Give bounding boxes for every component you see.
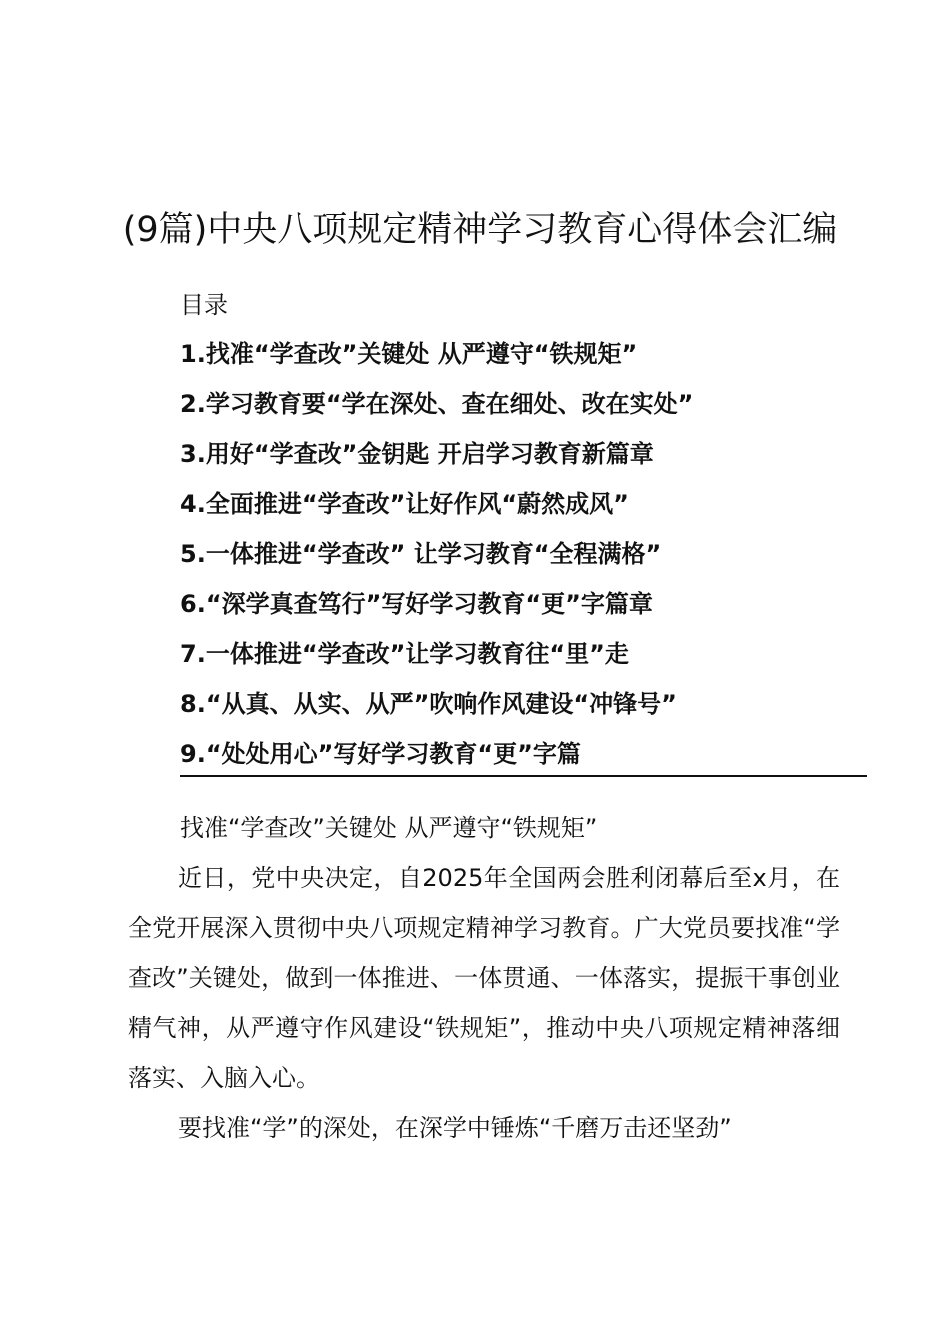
toc-heading: 目录 (180, 291, 228, 319)
article-title: 找准“学查改”关键处 从严遵守“铁规矩” (180, 814, 598, 842)
toc-divider (180, 775, 867, 777)
toc-item: 1.找准“学查改”关键处 从严遵守“铁规矩” (180, 340, 638, 368)
toc-item: 2.学习教育要“学在深处、查在细处、改在实处” (180, 390, 694, 418)
toc-item: 9.“处处用心”写好学习教育“更”字篇 (180, 740, 581, 768)
toc-item: 7.一体推进“学查改”让学习教育往“里”走 (180, 640, 629, 668)
toc-item: 6.“深学真查笃行”写好学习教育“更”字篇章 (180, 590, 653, 618)
toc-item: 5.一体推进“学查改” 让学习教育“全程满格” (180, 540, 662, 568)
toc-item: 3.用好“学查改”金钥匙 开启学习教育新篇章 (180, 440, 654, 468)
document-title: (9篇)中央八项规定精神学习教育心得体会汇编 (122, 210, 838, 251)
toc-item: 4.全面推进“学查改”让好作风“蔚然成风” (180, 490, 629, 518)
toc-item: 8.“从真、从实、从严”吹响作风建设“冲锋号” (180, 690, 677, 718)
body-paragraph: 近日，党中央决定，自2025年全国两会胜利闭幕后至x月，在全党开展深入贯彻中央八项规定精神学习教育。广大党员要找准“学查改”关键处，做到一体推进、一体贯通、一体落实，提振干事创业精气神，从严遵守作风建设“铁规矩”，推动中央八项规定精神落细落实、入脑入心。 (128, 864, 840, 1092)
body-paragraph: 要找准“学”的深处，在深学中锤炼“千磨万击还坚劲” (178, 1114, 732, 1142)
table-of-contents (180, 334, 880, 784)
